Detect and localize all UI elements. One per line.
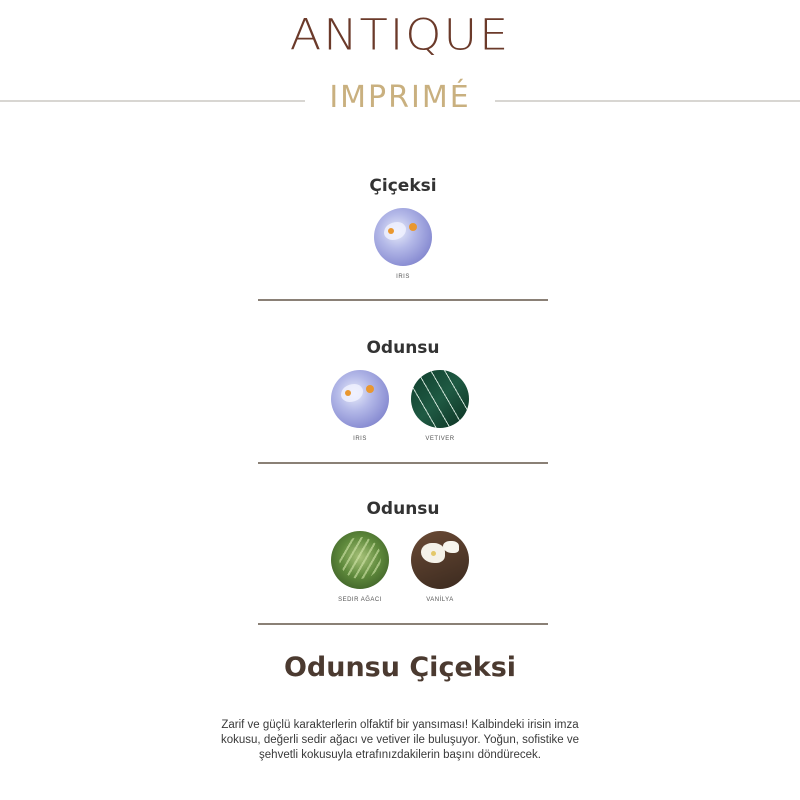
cedar-tree-image	[331, 531, 389, 589]
notes-row	[258, 370, 548, 460]
note-item-vetiver	[390, 370, 490, 442]
notes-row	[258, 208, 548, 298]
vetiver-grass-image	[411, 370, 469, 428]
section-divider	[258, 462, 548, 464]
notes-section-2	[258, 338, 548, 442]
note-item-iris	[353, 208, 453, 280]
section-heading: Odunsu	[366, 338, 440, 358]
subtitle-row	[0, 80, 800, 120]
note-label: IRIS	[396, 274, 410, 280]
iris-flower-image	[374, 208, 432, 266]
section-heading: Odunsu	[366, 499, 440, 519]
notes-row	[258, 531, 548, 621]
note-label: SEDIR AĞACI	[338, 597, 382, 603]
note-label: VANİLYA	[426, 597, 454, 603]
notes-section-3	[258, 499, 548, 603]
brand-title: ANTIQUE	[289, 10, 511, 60]
note-label: VETIVER	[425, 436, 455, 442]
section-heading: Çiçeksi	[369, 176, 437, 196]
notes-section-1	[258, 176, 548, 280]
right-rule	[495, 100, 800, 102]
iris-flower-image	[331, 370, 389, 428]
summary-title: Odunsu Çiçeksi	[283, 652, 517, 683]
section-divider	[258, 623, 548, 625]
note-item-vanilla	[390, 531, 490, 603]
vanilla-flower-image	[411, 531, 469, 589]
summary-description: Zarif ve güçlü karakterlerin olfaktif bir yansıması! Kalbindeki irisin imza kokusu, değerli sedir ağacı ve vetiver ile buluşuyor. Yoğun, sofistike ve şehvetli kokusuyla etrafınızdakilerin başını döndürecek.	[221, 719, 579, 761]
note-label: IRIS	[353, 436, 367, 442]
subtitle: IMPRIMÉ	[329, 80, 471, 115]
left-rule	[0, 100, 305, 102]
section-divider	[258, 299, 548, 301]
